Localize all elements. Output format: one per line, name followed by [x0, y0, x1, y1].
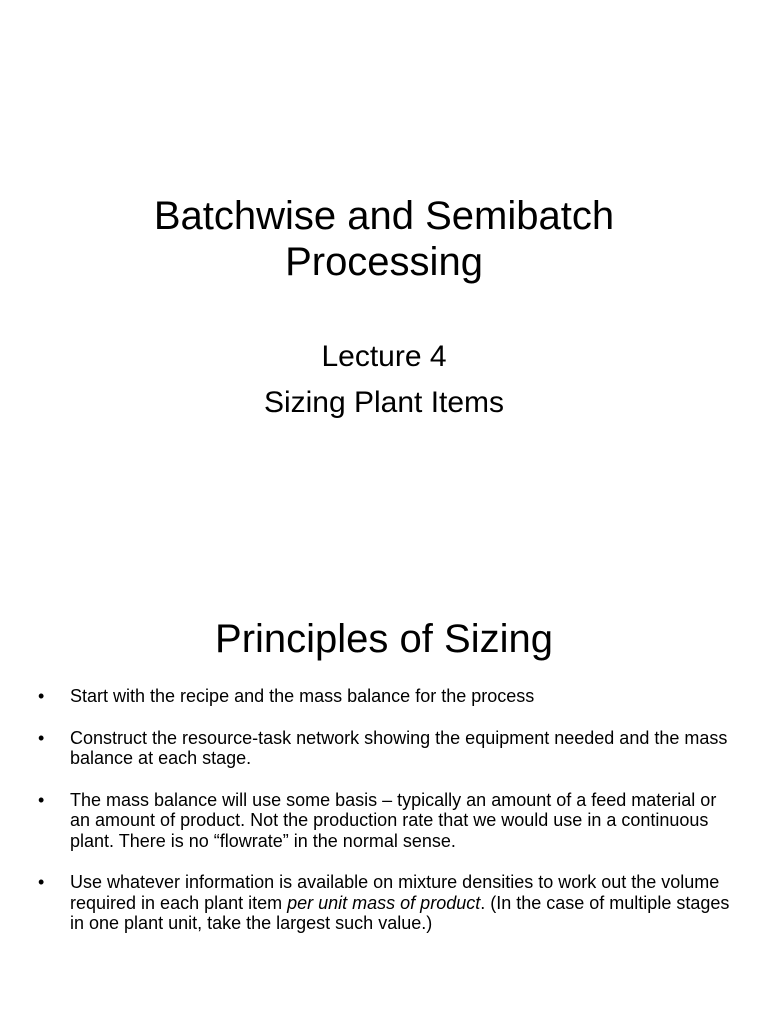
bullet-item: [38, 728, 738, 769]
lecture-number: Lecture 4: [321, 340, 447, 373]
bullet-item: [38, 686, 738, 707]
bullet-icon: •: [38, 686, 45, 706]
lecture-topic: Sizing Plant Items: [263, 386, 505, 419]
bullet-text: Construct the resource-task network showing the equipment needed and the mass balance at each stage.: [70, 727, 728, 768]
title-line-1: Batchwise and Semibatch: [153, 194, 615, 238]
presentation-title: [0, 193, 768, 285]
bullet-icon: •: [38, 727, 45, 748]
bullet-icon: •: [38, 872, 45, 892]
bullet-icon: •: [38, 789, 45, 810]
bullet-text: [70, 872, 738, 934]
bullet-text-after: . (In the case of multiple stages in one plant unit, take the largest such value.): [70, 892, 730, 933]
bullet-text-before: Use whatever information is available on mixture densities to work out the volume required in each plant item: [70, 872, 720, 913]
slide-title: Principles of Sizing: [215, 617, 553, 661]
content-slide: [0, 512, 768, 1024]
subtitle: [0, 334, 768, 426]
bullet-text: The mass balance will use some basis – typically an amount of a feed material or an amount of product. Not the production rate that we would use in a continuous plant. There is no “flowrate” in the normal sense.: [70, 789, 717, 851]
bullet-text: Start with the recipe and the mass balance for the process: [70, 686, 535, 706]
emphasis-text: per unit mass of product: [287, 892, 481, 913]
bullet-item: [38, 872, 738, 934]
bullet-list: [38, 686, 738, 955]
bullet-item: [38, 790, 738, 852]
title-line-2: Processing: [285, 240, 483, 284]
